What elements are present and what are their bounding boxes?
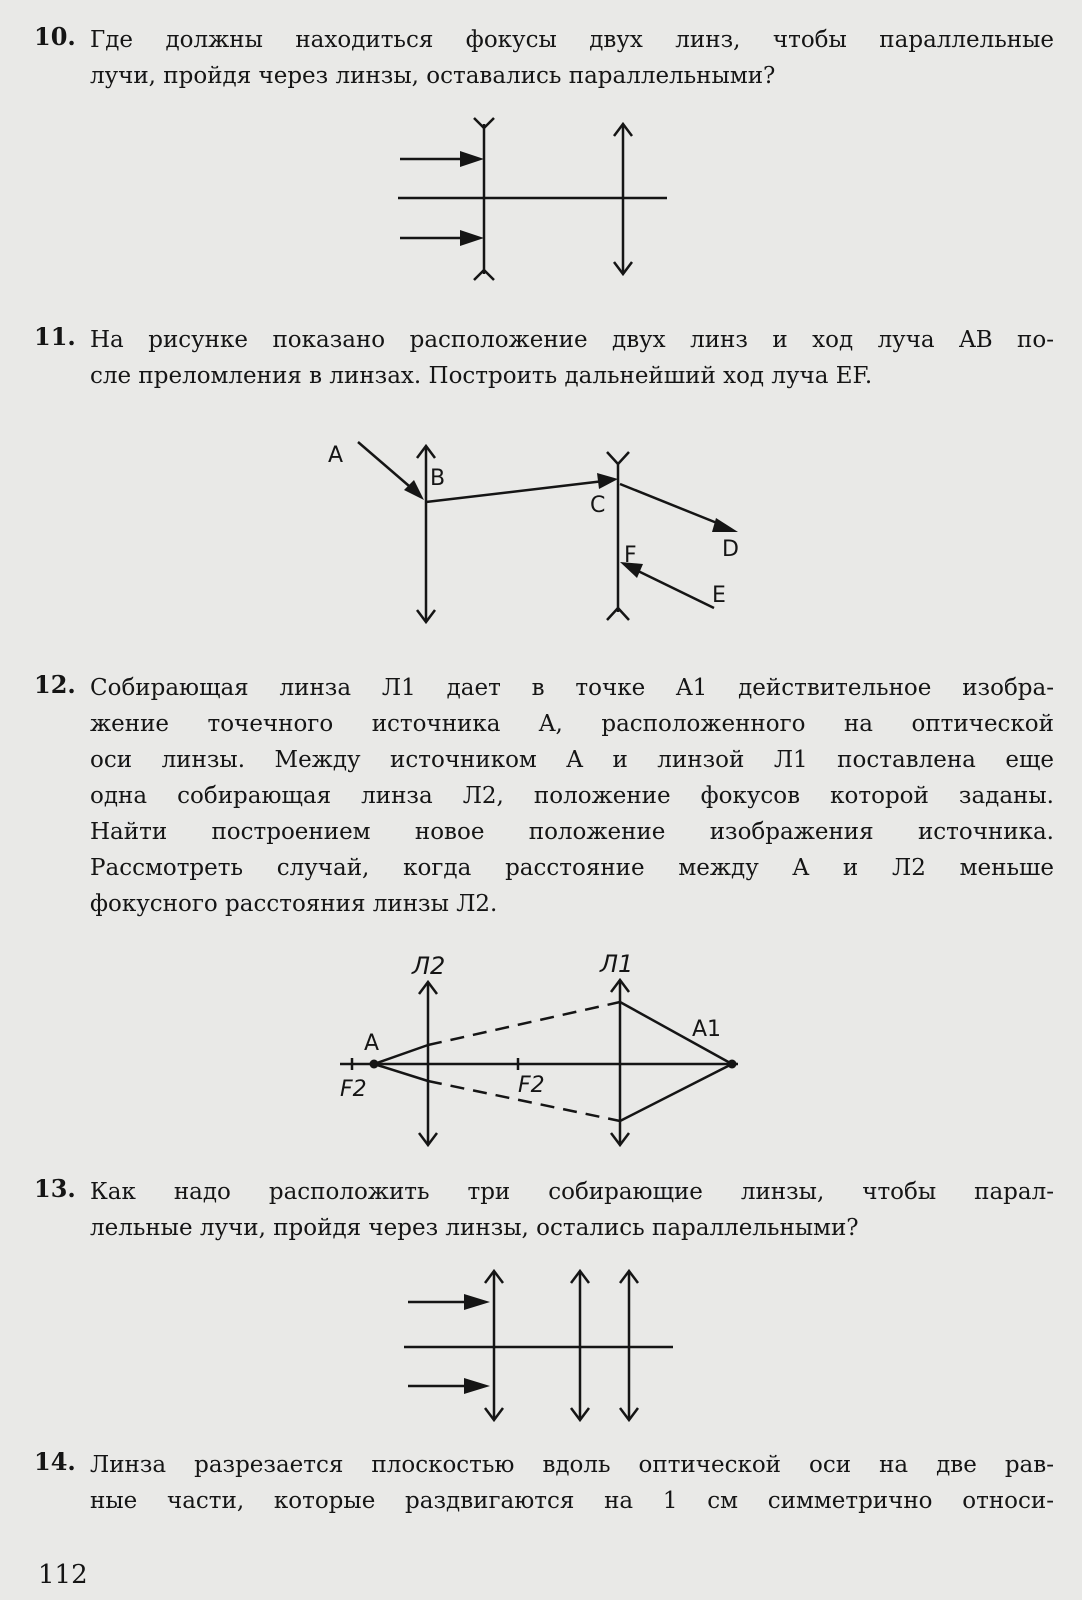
- problem-number: 12.: [34, 670, 76, 699]
- text-line: Рассмотреть случай, когда расстояние между A и Л2 меньше: [90, 855, 1054, 881]
- label-e: E: [712, 583, 726, 608]
- three-lens-diagram: [398, 1265, 688, 1435]
- text-line: На рисунке показано расположение двух линз и ход луча AB по-: [90, 327, 1054, 353]
- label-f2-right: F2: [518, 1073, 545, 1098]
- text-line: лельные лучи, пройдя через линзы, остались параллельными?: [90, 1215, 859, 1241]
- problem-text: [90, 22, 1054, 94]
- text-line: оси линзы. Между источником A и линзой Л1 поставлена еще: [90, 747, 1054, 773]
- text-line: одна собирающая линза Л2, положение фокусов которой заданы.: [90, 783, 1054, 809]
- problem-text: [90, 1174, 1054, 1246]
- problem-text: [90, 1447, 1054, 1519]
- text-line: жение точечного источника A, расположенного на оптической: [90, 711, 1054, 737]
- label-f2-left: F2: [340, 1077, 367, 1102]
- label-f: F: [624, 543, 637, 568]
- text-line: Найти построением новое положение изображения источника.: [90, 819, 1054, 845]
- figure-10: [390, 112, 690, 292]
- label-l2: Л2: [412, 952, 446, 980]
- point-a: [370, 1060, 379, 1069]
- text-line: ные части, которые раздвигаются на 1 см симметрично относи-: [90, 1488, 1054, 1514]
- label-d: D: [722, 537, 739, 562]
- ray-upper-dashed: [428, 1002, 620, 1045]
- label-c: C: [590, 493, 606, 518]
- text-line: Линза разрезается плоскостью вдоль оптической оси на две рав-: [90, 1452, 1054, 1478]
- two-converging-lens-diagram: [330, 950, 760, 1160]
- problem-text: [90, 322, 1054, 394]
- problem-11: [34, 322, 1054, 394]
- ray-bc: [426, 481, 604, 502]
- label-a: A: [328, 443, 344, 468]
- label-b: B: [430, 466, 446, 491]
- ray-ab: [358, 442, 416, 492]
- two-lens-diagram: [390, 112, 690, 292]
- problem-number: 10.: [34, 22, 76, 51]
- problem-14: [34, 1447, 1054, 1519]
- ray-lower-refracted: [620, 1064, 732, 1121]
- label-a1: A1: [692, 1017, 722, 1042]
- label-a: A: [364, 1031, 380, 1056]
- ray-diagram-ab-ef: [320, 440, 760, 640]
- text-line: фокусного расстояния линзы Л2.: [90, 891, 498, 917]
- problem-10: [34, 22, 1054, 94]
- figure-13: [398, 1265, 688, 1435]
- ray-ef: [636, 570, 714, 608]
- ray-lower-solid: [374, 1064, 428, 1081]
- problem-number: 13.: [34, 1174, 76, 1203]
- text-line: Как надо расположить три собирающие линзы, чтобы парал-: [90, 1179, 1054, 1205]
- problem-number: 11.: [34, 322, 76, 351]
- problem-number: 14.: [34, 1447, 76, 1476]
- problem-13: [34, 1174, 1054, 1246]
- label-l1: Л1: [600, 950, 634, 978]
- figure-11: [320, 440, 760, 640]
- text-line: сле преломления в линзах. Построить дальнейший ход луча EF.: [90, 363, 873, 389]
- ray-upper-solid: [374, 1045, 428, 1064]
- ray-cd: [620, 484, 722, 525]
- text-line: Где должны находиться фокусы двух линз, чтобы параллельные: [90, 27, 1054, 53]
- text-line: лучи, пройдя через линзы, оставались параллельными?: [90, 63, 776, 89]
- point-a1: [728, 1060, 737, 1069]
- problem-12: [34, 670, 1054, 922]
- figure-12: [330, 950, 760, 1160]
- text-line: Собирающая линза Л1 дает в точке A1 действительное изобра-: [90, 675, 1054, 701]
- page-number: 112: [38, 1560, 88, 1590]
- problem-text: [90, 670, 1054, 922]
